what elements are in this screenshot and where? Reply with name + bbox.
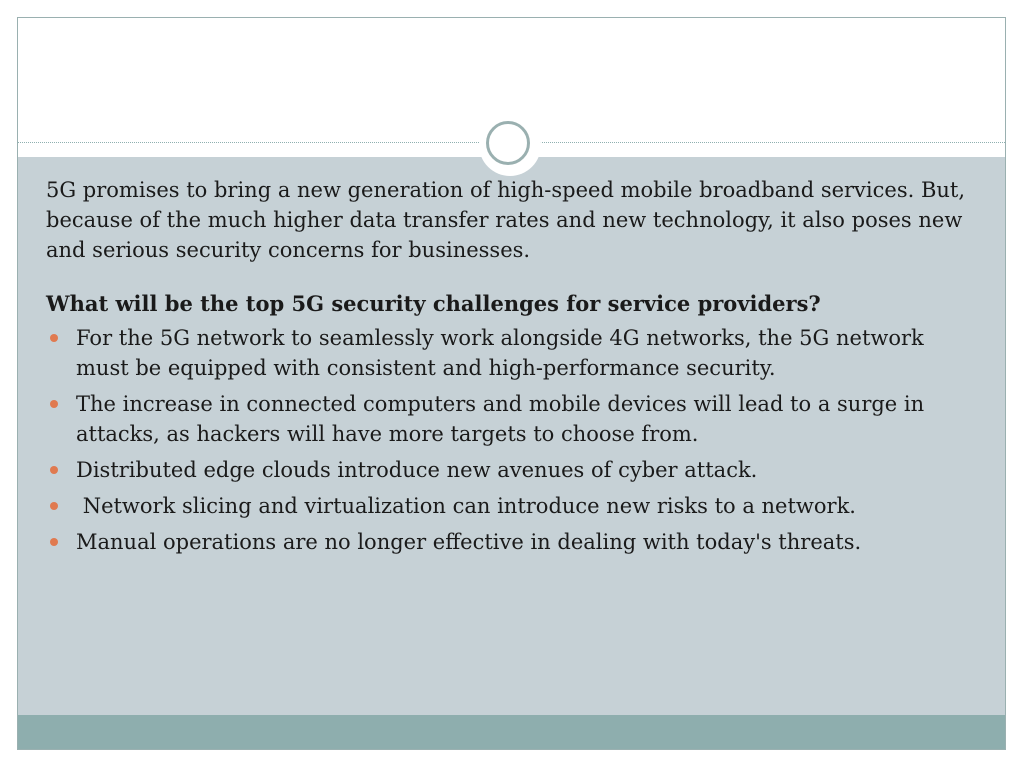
bullet-text: Distributed edge clouds introduce new avenues of cyber attack.	[76, 458, 758, 482]
list-item	[46, 455, 976, 485]
body-text	[46, 175, 976, 563]
list-item	[46, 323, 976, 383]
bullet-icon	[50, 400, 58, 408]
bullet-list	[46, 323, 976, 557]
bullet-icon	[50, 502, 58, 510]
bullet-text: The increase in connected computers and mobile devices will lead to a surge in attacks, as hackers will have more targets to choose from.	[76, 392, 925, 446]
question-heading: What will be the top 5G security challenges for service providers?	[46, 291, 821, 316]
bullet-icon	[50, 538, 58, 546]
bullet-icon	[50, 466, 58, 474]
bullet-text: Manual operations are no longer effective in dealing with today's threats.	[76, 530, 862, 554]
list-item	[46, 527, 976, 557]
bullet-text: Network slicing and virtualization can introduce new risks to a network.	[76, 494, 856, 518]
bullet-icon	[50, 334, 58, 342]
slide	[17, 17, 1006, 750]
list-item	[46, 491, 976, 521]
bullet-text: For the 5G network to seamlessly work alongside 4G networks, the 5G network must be equipped with consistent and high-performance security.	[76, 326, 924, 380]
intro-paragraph: 5G promises to bring a new generation of high-speed mobile broadband services. But, because of the much higher data transfer rates and new technology, it also poses new and serious security concerns for businesses.	[46, 178, 966, 262]
footer-bar	[18, 715, 1005, 750]
list-item	[46, 389, 976, 449]
ring-icon	[486, 121, 530, 165]
